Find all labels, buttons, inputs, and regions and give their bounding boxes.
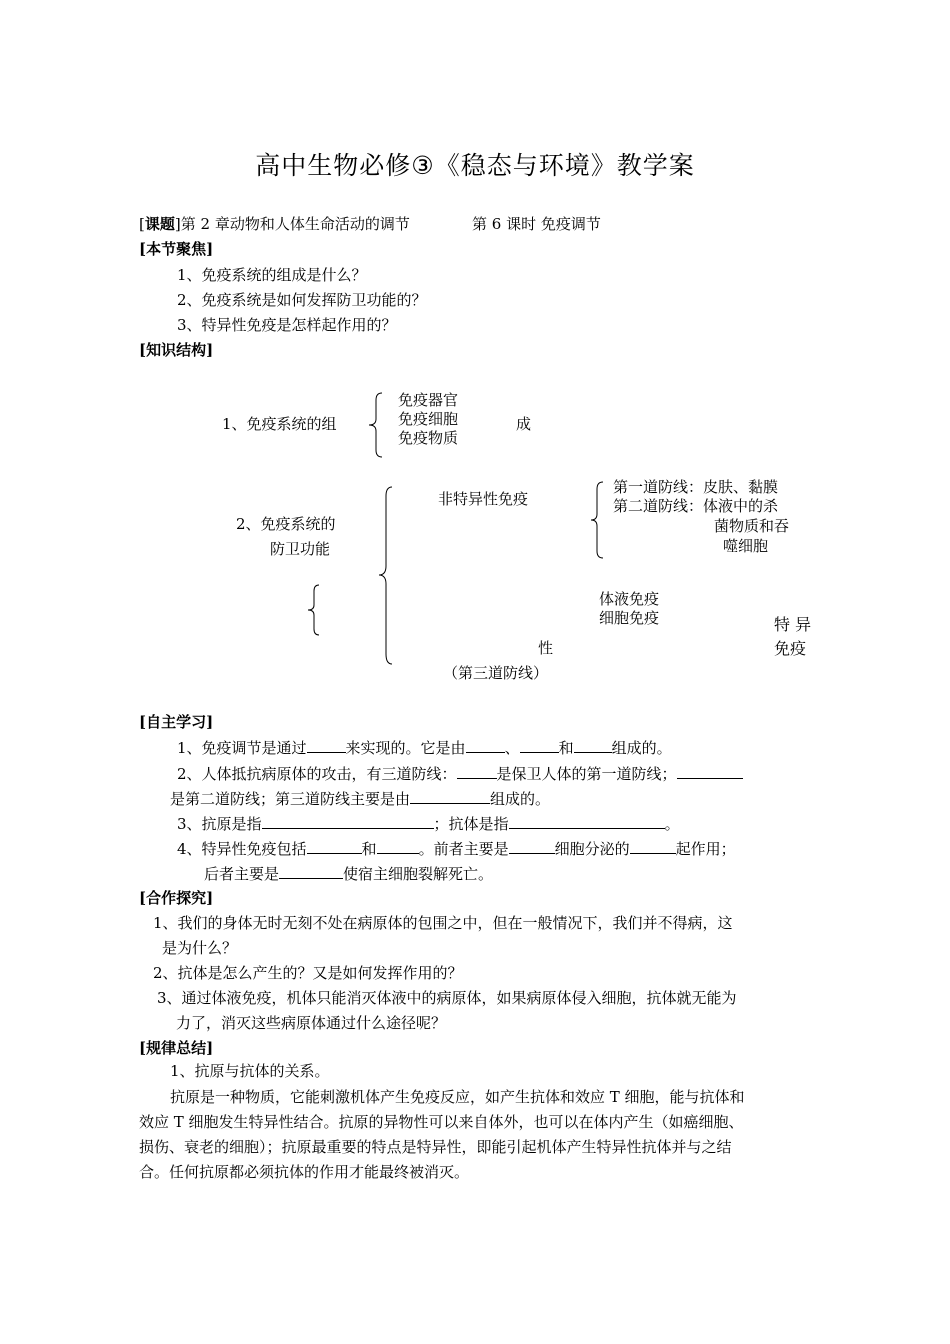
focus-item-1: 1、免疫系统的组成是什么？ [177,266,367,284]
nonspecific-immunity: 非特异性免疫 [438,490,529,508]
q2-text-c: 是第二道防线；第三道防线主要是由 [170,790,411,808]
answer-blank[interactable] [509,813,665,829]
explore-q1-a: 1、我们的身体无时无刻不处在病原体的包围之中，但在一般情况下，我们并不得病，这 [153,914,733,932]
knowledge-label: 知识结构 [146,341,207,359]
specific-label-2: 免疫 [774,639,807,658]
page-title: 高中生物必修③《稳态与环境》教学案 [255,151,695,180]
answer-blank[interactable] [262,813,434,829]
q2-text-b: 是保卫人体的第一道防线； [496,765,677,783]
summary-para-line: 效应 T 细胞发生特异性结合。抗原的异物性可以来自体外，也可以在体内产生（如癌细胞、 [139,1113,744,1131]
answer-blank[interactable] [279,863,343,879]
answer-blank[interactable] [377,838,419,854]
q4-text-a: 4、特异性免疫包括 [177,840,307,858]
part1-suffix: 成 [516,415,532,433]
summary-para-line: 损伤、衰老的细胞）；抗原最重要的特点是特异性，即能引起机体产生特异性抗体并与之结 [139,1138,732,1156]
q3-text-b: ；抗体是指 [433,815,509,833]
component-substance: 免疫物质 [398,429,459,447]
cellular-immunity: 细胞免疫 [599,609,660,627]
answer-blank[interactable] [630,838,676,854]
knowledge-heading: [知识结构] [139,341,214,359]
part2-label-2: 防卫功能 [270,540,331,558]
third-defense-line: （第三道防线） [443,664,549,682]
answer-blank[interactable] [466,737,505,753]
q1-text-c: 、 [504,739,520,757]
first-defense-line: 第一道防线：皮肤、黏膜 [613,478,779,496]
lesson-text: 第 6 课时 免疫调节 [472,215,601,233]
explore-label: 合作探究 [146,889,207,907]
self-study-q4-line1 [177,838,736,859]
answer-blank[interactable] [520,737,559,753]
answer-blank[interactable] [509,838,555,854]
q4-text-d: 细胞分泌的 [554,840,630,858]
q3-text-a: 3、抗原是指 [177,815,262,833]
self-study-q2-line2 [170,788,550,809]
focus-heading: [本节聚焦] [139,240,214,258]
nonspecific-brace [588,481,606,559]
self-study-q2-line1 [177,763,743,784]
part1-brace [366,392,386,458]
q4-text-f: 后者主要是 [204,865,280,883]
self-study-q1 [177,737,672,758]
specific-label-1: 特 异 [774,615,812,634]
answer-blank[interactable] [307,838,362,854]
self-study-label: 自主学习 [146,713,207,731]
answer-blank[interactable] [410,788,490,804]
explore-q2: 2、抗体是怎么产生的？又是如何发挥作用的？ [153,964,463,982]
summary-item-1: 1、抗原与抗体的关系。 [170,1062,330,1080]
answer-blank[interactable] [457,763,497,779]
q1-text-b: 来实现的。它是由 [345,739,466,757]
self-study-heading: [自主学习] [139,713,214,731]
q4-text-e: 起作用； [675,840,736,858]
focus-item-3: 3、特异性免疫是怎样起作用的？ [177,316,397,334]
topic-text: 第 2 章动物和人体生命活动的调节 [180,215,410,233]
summary-para-line: 合。任何抗原都必须抗体的作用才能最终被消灭。 [139,1163,470,1181]
part1-label: 1、免疫系统的组 [222,415,337,433]
explore-heading: [合作探究] [139,889,214,907]
q1-text-d: 和 [558,739,574,757]
self-study-q3 [177,813,680,834]
answer-blank[interactable] [677,763,743,779]
q4-text-c: 。前者主要是 [418,840,509,858]
specific-label-xing: 性 [538,639,554,657]
focus-item-2: 2、免疫系统是如何发挥防卫功能的？ [177,291,427,309]
answer-blank[interactable] [574,737,612,753]
summary-heading: [规律总结] [139,1039,214,1057]
self-study-q4-line2 [204,863,493,884]
q4-text-b: 和 [361,840,377,858]
summary-label: 规律总结 [146,1039,207,1057]
component-cell: 免疫细胞 [398,410,459,428]
topic-line: [课题]第 2 章动物和人体生命活动的调节 [139,215,410,233]
q2-text-d: 组成的。 [490,790,551,808]
answer-blank[interactable] [307,737,346,753]
explore-q3-a: 3、通过体液免疫，机体只能消灭体液中的病原体，如果病原体侵入细胞，抗体就无能为 [157,989,737,1007]
component-organ: 免疫器官 [398,391,459,409]
part2-label-1: 2、免疫系统的 [236,515,336,533]
q1-text-e: 组成的。 [611,739,672,757]
q4-text-g: 使宿主细胞裂解死亡。 [343,865,494,883]
defense-brace [374,486,396,666]
focus-label: 本节聚焦 [146,240,207,258]
q1-text-a: 1、免疫调节是通过 [177,739,307,757]
topic-label: 课题 [144,215,175,233]
second-defense-line-a: 第二道防线：体液中的杀 [613,497,779,515]
specific-brace [306,584,322,636]
explore-q3-b: 力了，消灭这些病原体通过什么途径呢？ [176,1014,447,1032]
q2-text-a: 2、人体抵抗病原体的攻击，有三道防线： [177,765,457,783]
summary-para-line: 抗原是一种物质，它能刺激机体产生免疫反应，如产生抗体和效应 T 细胞，能与抗体和 [170,1088,745,1106]
q3-text-c: 。 [664,815,680,833]
humoral-immunity: 体液免疫 [599,590,660,608]
explore-q1-b: 是为什么？ [162,939,238,957]
second-defense-line-c: 噬细胞 [723,537,769,555]
second-defense-line-b: 菌物质和吞 [714,517,790,535]
